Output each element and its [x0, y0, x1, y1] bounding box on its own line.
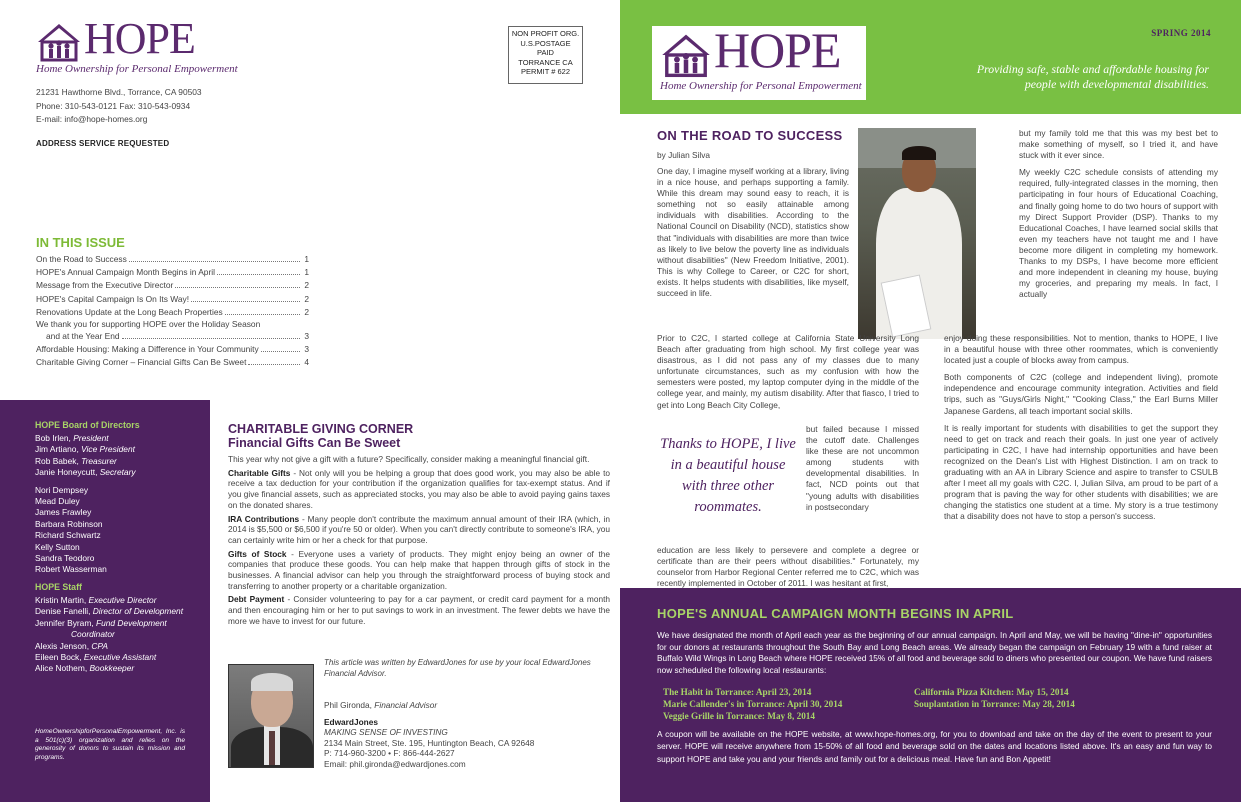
return-address	[36, 86, 202, 127]
article-paragraph: but my family told me that this was my best bet to make something of myself, so I tried it, and have stuck with it ever since.	[1019, 128, 1218, 161]
advisor-contact	[324, 700, 614, 770]
board-member: Richard Schwartz	[35, 530, 101, 541]
postage-line: PAID	[537, 48, 554, 58]
campaign-heading: HOPE'S ANNUAL CAMPAIGN MONTH BEGINS IN APRIL	[657, 606, 1014, 621]
toc-item[interactable]	[36, 319, 309, 342]
staff-member: Alice Nothem, Bookkeeper	[35, 663, 135, 674]
toc-page: 4	[304, 357, 309, 368]
address-service-requested: ADDRESS SERVICE REQUESTED	[36, 139, 170, 148]
board-member: James Frawley	[35, 507, 92, 518]
toc-item[interactable]	[36, 356, 309, 368]
board-member: Kelly Sutton	[35, 541, 80, 552]
toc-item[interactable]	[36, 253, 309, 265]
toc-title-cont: and at the Year End	[46, 330, 120, 341]
event-item: California Pizza Kitchen: May 15, 2014	[914, 687, 1069, 697]
firm-address: 2134 Main Street, Ste. 195, Huntington Beach, CA 92648	[324, 737, 535, 748]
toc-page: 3	[304, 330, 309, 341]
logo-wordmark: HOPE	[84, 14, 195, 63]
table-of-contents	[36, 253, 309, 370]
board-officer: Bob Irlen, President	[35, 433, 109, 443]
toc-title: HOPE's Annual Campaign Month Begins in April	[36, 267, 215, 278]
charitable-subheading: Financial Gifts Can Be Sweet	[228, 436, 401, 450]
mission-tagline: Providing safe, stable and affordable housing for people with developmental disabilities.	[976, 62, 1209, 91]
campaign-section	[620, 588, 1241, 802]
article-paragraph: One day, I imagine myself working at a library, living in a nice house, and perhaps supporting a family. While this dream may sound easy to reach, it is something not so easily attainable among individuals with disabilities. According to the National Council on Disability (NCD), statistics show that "individuals with disabilities are more than twice as likely to live below the poverty line as individuals without disabilities" (New Freedom Initiative, 2001). This is why College to Career, or C2C for short, exists. It helps students with disabilities, like myself, succeed in life.	[657, 166, 849, 299]
charitable-intro: This year why not give a gift with a future? Specifically, consider making a meaningful financial gift.	[228, 454, 590, 464]
article-paragraph: education are less likely to persevere and complete a degree or certificate than are their peers without disabilities." Fortunately, my counselor from Harbor Regional Center referred me to C2C, which was recently implemented in October of 2011. I was hesitant at first,	[657, 545, 919, 589]
charitable-giving-article	[228, 422, 610, 630]
house-people-logo-icon	[660, 32, 712, 78]
byline: by Julian Silva	[657, 150, 711, 160]
article-paragraph: It is really important for students with disabilities to get the support they need to get on track and reach their goals. In just one year of actively participating in C2C, I have had internship opportunities and have been recognized on the Dean's List with Highest Distinction. I am on track to graduating with an AA in Library Science and aspire to transfer to CSULB after I meet all my goals with C2C. I, Julian Silva, am proud to be part of a program that is paving the way for other students with disabilities; we are changing the statistics one student at a time. My story is a true testimony that a disability does not have to stop a person's success.	[944, 422, 1218, 522]
toc-page: 2	[304, 293, 309, 304]
house-people-logo-icon	[36, 22, 82, 62]
toc-title: Message from the Executive Director	[36, 280, 174, 291]
staff-heading: HOPE Staff	[35, 581, 82, 592]
charitable-heading: CHARITABLE GIVING CORNER	[228, 422, 414, 436]
campaign-paragraph: We have designated the month of April each year as the beginning of our annual campaign. In April and May, we will be having "dine-in" opportunities for our donors at restaurants throughout the South Bay and Long Beach areas. We already began the campaign on February 19 with a fund raiser at Buffalo Wild Wings in Long Beach where HOPE received 15% of all food and beverage sold to diners who presented our coupon. We have fund raisers now scheduled the following local restaurants:	[657, 630, 1212, 675]
board-officer: Janie Honeycutt, Secretary	[35, 467, 136, 478]
back-page	[0, 0, 620, 802]
logo-tagline: Home Ownership for Personal Empowerment	[36, 63, 238, 75]
article-column	[1019, 128, 1218, 300]
toc-page: 2	[304, 280, 309, 291]
toc-item[interactable]	[36, 293, 309, 305]
author-photo	[858, 128, 976, 339]
postage-indicia	[508, 26, 583, 84]
phone-line: Phone: 310-543-0121 Fax: 310-543-0934	[36, 100, 191, 111]
board-member: Mead Duley	[35, 496, 80, 507]
article-paragraph: My weekly C2C schedule consists of attending my required, fully-integrated classes in the morning, then participating in four hours of Educational Coaching, and finally going home to do two hours of support with my Direct Support Provider (DSP). Thanks to my Educational Coaches, I have learned social skills that even my teachers have not taught me and I have become more diligent in completing my homework. Thanks to my DSPs, I have become more efficient and more independent in cleaning my house, buying my groceries, and preparing my meals. In fact, I actually	[1019, 167, 1218, 300]
toc-item[interactable]	[36, 306, 309, 318]
issue-season: SPRING 2014	[1151, 28, 1211, 38]
road-heading: ON THE ROAD TO SUCCESS	[657, 128, 843, 143]
toc-item[interactable]	[36, 279, 309, 291]
article-paragraph: enjoy doing these responsibilities. Not to mention, thanks to HOPE, I live in a beautiful house with three other roommates, which is conveniently located just a couple of blocks away from campus.	[944, 333, 1218, 366]
board-member: Nori Dempsey	[35, 484, 89, 495]
event-item: Marie Callender's in Torrance: April 30, 2014	[663, 699, 843, 709]
advisor-photo	[228, 664, 314, 768]
board-officer: Rob Babek, Treasurer	[35, 455, 117, 466]
board-member: Robert Wasserman	[35, 564, 107, 575]
article-column	[944, 333, 1218, 529]
board-officer: Jim Artiano, Vice President	[35, 444, 135, 455]
advisor-name: Phil Gironda, Financial Advisor	[324, 700, 438, 710]
toc-title: We thank you for supporting HOPE over the Holiday Season	[36, 318, 261, 329]
postage-line: PERMIT # 622	[520, 67, 571, 77]
firm-slogan: MAKING SENSE OF INVESTING	[324, 727, 448, 738]
firm-phone: P: 714-960-3200 • F: 866-444-2627	[324, 748, 455, 759]
in-this-issue-heading: IN THIS ISSUE	[36, 235, 125, 250]
postage-line: TORRANCE CA	[518, 57, 573, 67]
email-line[interactable]: E-mail: info@hope-homes.org	[36, 114, 148, 124]
staff-member: Alexis Jenson, CPA	[35, 640, 108, 651]
address-line: 21231 Hawthorne Blvd., Torrance, CA 90503	[36, 87, 202, 97]
postage-line: NON PROFIT ORG.	[511, 29, 580, 38]
toc-page: 2	[304, 306, 309, 317]
event-item: Souplantation in Torrance: May 28, 2014	[914, 699, 1075, 709]
board-member: Sandra Teodoro	[35, 553, 95, 564]
toc-page: 1	[304, 267, 309, 278]
toc-item[interactable]	[36, 343, 309, 355]
event-item: Veggie Grille in Torrance: May 8, 2014	[663, 711, 815, 721]
charitable-section: Gifts of Stock - Everyone uses a variety of products. They might enjoy being an owner of the companies that produce these goods. You can help make that happen through gifts of stock in the businesses. A financial advisor can help you through the straightforward process of buying stock and transferring to another property or a charitable organization.	[228, 548, 610, 591]
toc-title: Affordable Housing: Making a Difference in Your Community	[36, 344, 259, 355]
firm-name: EdwardJones	[324, 716, 378, 727]
staff-member: Denise Fanelli, Director of Development	[35, 606, 184, 617]
toc-title: Charitable Giving Corner – Financial Gifts Can Be Sweet	[36, 357, 247, 368]
toc-title: On the Road to Success	[36, 254, 127, 264]
toc-title: HOPE's Capital Campaign Is On Its Way!	[36, 293, 190, 304]
charitable-section: Debt Payment - Consider volunteering to pay for a car payment, or credit card payment for a month and then encouraging him or her to put savings to work in an investment. The fewer debts we have the more we have to invest for our future.	[228, 594, 610, 626]
nonprofit-footnote: HomeOwnershipforPersonalEmpowerment, Inc. is a 501(c)(3) organization and relies on the generosity of donors to sustain its mission and programs.	[35, 728, 185, 761]
board-heading: HOPE Board of Directors	[35, 420, 140, 430]
toc-page: 3	[304, 344, 309, 355]
toc-title: Renovations Update at the Long Beach Properties	[36, 306, 223, 317]
charitable-section: Charitable Gifts - Not only will you be helping a group that does good work, you may also be able to receive a tax deduction for your contribution if the organization qualifies for tax-exempt status. And if you give financial assets, such as appreciated stocks, you may also be able to avoid paying gains taxes on the donated shares.	[228, 467, 610, 510]
staff-member: Jennifer Byram, Fund Development Coordinator	[35, 617, 167, 640]
staff-member: Eileen Bock, Executive Assistant	[35, 651, 157, 662]
pull-quote: Thanks to HOPE, I live in a beautiful house with three other roommates.	[660, 436, 796, 515]
toc-page: 1	[304, 254, 309, 264]
firm-email[interactable]: Email: phil.gironda@edwardjones.com	[324, 758, 466, 769]
masthead-tagline: Home Ownership for Personal Empowerment	[660, 80, 862, 92]
campaign-paragraph: A coupon will be available on the HOPE website, at www.hope-homes.org, for you to download and take on the day of the event to present to your server. HOPE will receive anywhere from 15-50% of all food and beverage sold on the dates and locations listed above. It's an easy and fun way to support HOPE and take you and your friends and family out for a delicious meal. Have fun and Bon Appetit!	[657, 729, 1212, 764]
postage-line: U.S.POSTAGE	[520, 38, 571, 48]
charitable-section: IRA Contributions - Many people don't contribute the maximum annual amount of their IRA (which, in 2014 is $5,500 or $6,500 if you're 50 or older). When you can't directly contribute to someone's IRA, you can certainly write him or her a check for that purpose.	[228, 513, 611, 545]
toc-item[interactable]	[36, 266, 309, 278]
board-sidebar	[0, 400, 210, 802]
staff-member: Kristin Martin, Executive Director	[35, 594, 157, 605]
article-paragraph: Both components of C2C (college and independent living), promote independence and encourage community integration. Activities and field trips, such as "Guys/Girls Night," "Cooking Class," the Earl Burns Miller Japanese Gardens, all teach important social skills.	[944, 372, 1218, 416]
masthead-wordmark: HOPE	[714, 22, 841, 78]
event-item: The Habit in Torrance: April 23, 2014	[663, 687, 812, 697]
board-member: Barbara Robinson	[35, 518, 103, 529]
article-paragraph: but failed because I missed the cutoff date. Challenges like these are not uncommon among students with developmental disabilities. In fact, NCD points out that "young adults with disabilities in postsecondary	[806, 424, 919, 512]
article-paragraph: Prior to C2C, I started college at California State University Long Beach after graduating from high school. My first college year was disastrous, as I did not pass any of my classes due to many unfortunate circumstances, such as my confusion with how the semesters were posted, my laptop computer dying in the middle of the college year, and mainly, my autism disability. After that fiasco, I tried to get into Long Beach City College,	[657, 333, 919, 410]
article-credit: This article was written by EdwardJones for use by your local EdwardJones Financial Advisor.	[324, 658, 591, 678]
front-page	[620, 0, 1241, 802]
